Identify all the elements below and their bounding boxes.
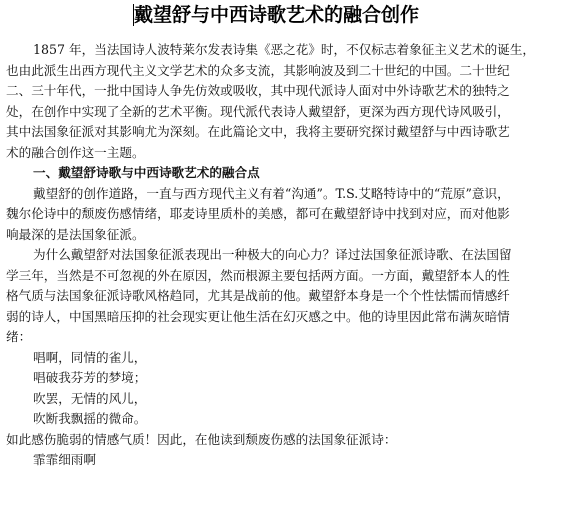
intro-line: 术的融合创作这一主题。 <box>6 144 145 160</box>
poem-line: 唱破我芬芳的梦境； <box>33 370 147 385</box>
section-heading: 一、戴望舒诗歌与中西诗歌艺术的融合点 <box>33 165 260 180</box>
paragraph-line: 绪： <box>6 329 32 344</box>
paragraph-line: 响最深的是法国象征派。 <box>6 226 145 242</box>
paragraph-line: 弱的诗人，中国黑暗压抑的社会现实更让他生活在幻灭感之中。他的诗里因此常布满灰暗情 <box>6 308 510 324</box>
paragraph-line: 为什么戴望舒对法国象征派表现出一种极大的向心力？译过法国象征派诗歌、在法国留 <box>33 247 512 262</box>
poem-line: 吹断我飘摇的微命。 <box>33 411 147 426</box>
poem-line: 唱啊，同情的雀儿， <box>33 349 147 365</box>
paragraph-line: 魏尔伦诗中的颓废伤感情绪，耶麦诗里质朴的美感，都可在戴望舒诗中找到对应，而对他影 <box>6 206 510 221</box>
intro-line: 其中法国象征派对其影响尤为深刻。在此篇论文中，我将主要研究探讨戴望舒与中西诗歌艺 <box>6 124 510 139</box>
poem-line: 霏霏细雨啊 <box>33 452 96 467</box>
paragraph-line: 学三年，当然是不可忽视的外在原因，然而根源主要包括两方面。一方面，戴望舒本人的性 <box>6 267 510 283</box>
paragraph-line: 如此感伤脆弱的情感气质！因此，在他读到颓废伤感的法国象征派诗： <box>6 431 397 447</box>
document-body <box>6 40 567 471</box>
document-title: 戴望舒与中西诗歌艺术的融合创作 <box>134 4 420 26</box>
intro-line: 也由此派生出西方现代主义文学艺术的众多支流，其影响波及到二十世纪的中国。二十世纪 <box>6 62 510 78</box>
intro-line: 处，在创作中实现了全新的艺术平衡。现代派代表诗人戴望舒，更深为西方现代诗风吸引， <box>6 103 510 119</box>
intro-line: 1857 年，当法国诗人波特莱尔发表诗集《恶之花》时，不仅标志着象征主义艺术的诞生， <box>33 42 536 57</box>
paragraph-line: 格气质与法国象征派诗歌风格趋同，尤其是战前的他。戴望舒本身是一个个性怯懦而情感纤 <box>6 288 510 303</box>
paragraph-line: 戴望舒的创作道路，一直与西方现代主义有着“沟通”。T.S.艾略特诗中的“荒原”意识， <box>33 185 510 201</box>
intro-line: 二、三十年代，一批中国诗人争先仿效或吸收，其中现代派诗人面对中外诗歌艺术的独特之 <box>6 83 510 98</box>
poem-line: 吹罢，无情的风儿， <box>33 390 147 406</box>
